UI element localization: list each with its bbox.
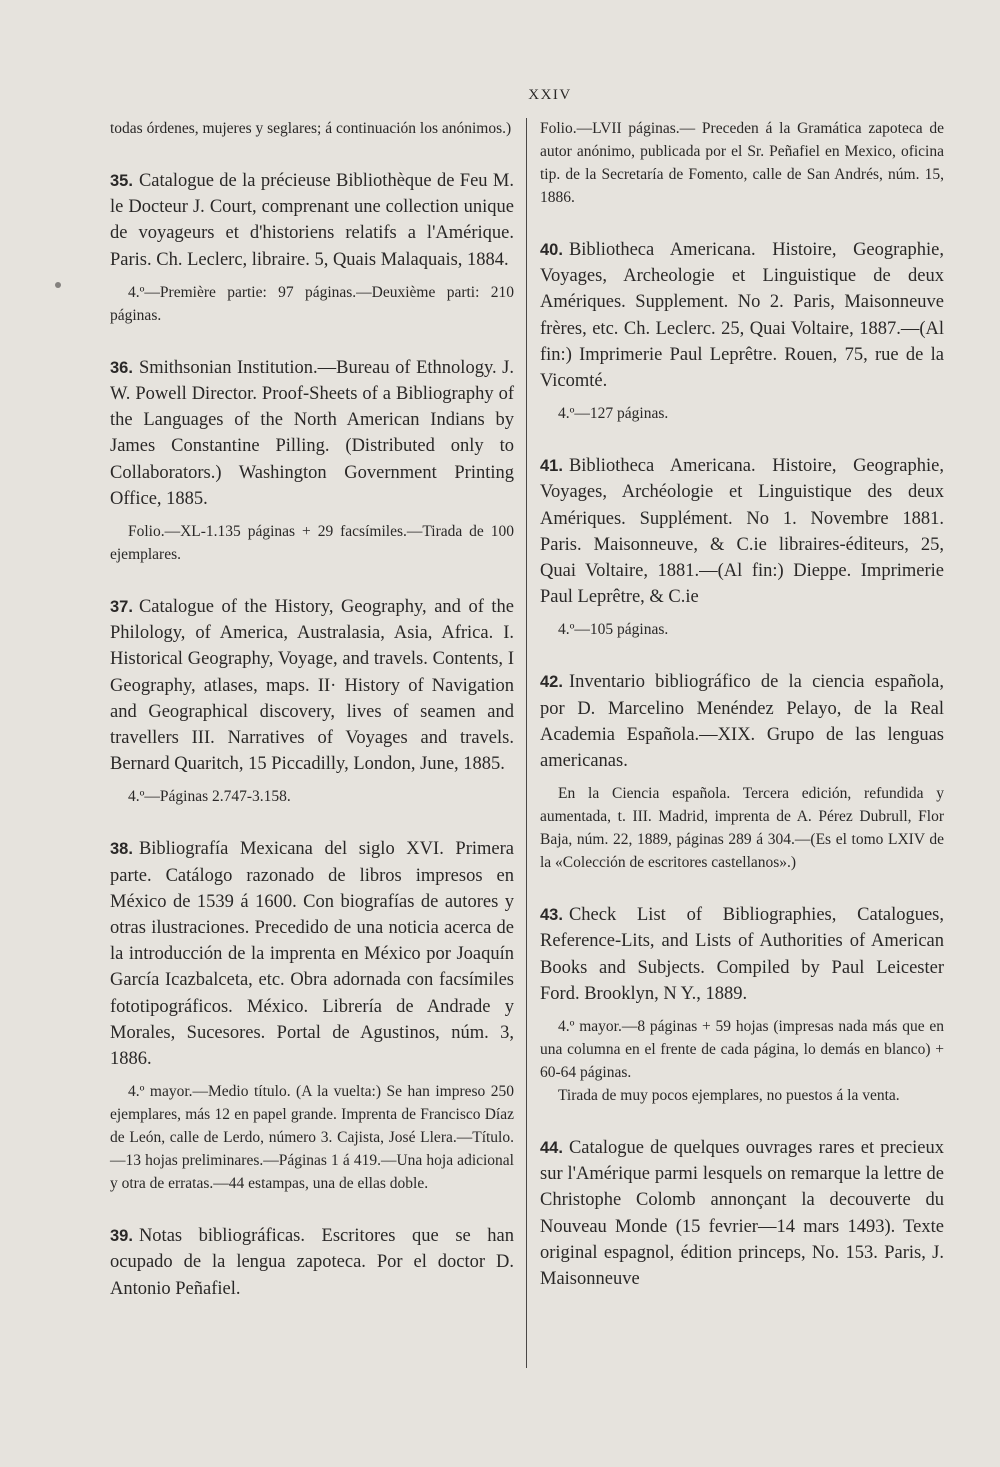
entry-number: 44. (540, 1139, 563, 1158)
entry-37 (110, 594, 514, 808)
entry-title-text: Check List of Bibliographies, Catalogues, Reference-Lits, and Lists of Authorities of American Books and Subjects. Compiled by Paul Leicester Ford. Brooklyn, N Y., 1889. (540, 905, 944, 1004)
entry-title (110, 836, 514, 1072)
entry-40 (540, 237, 944, 425)
scan-speck (55, 282, 61, 288)
entry-title-text: Inventario bibliográfico de la ciencia española, por D. Marcelino Menéndez Pelayo, de la Real Academia Española.—XIX. Grupo de las lenguas americanas. (540, 672, 944, 772)
entry-note: 4.º mayor.—Medio título. (A la vuelta:) Se han impreso 250 ejemplares, más 12 en papel grande. Imprenta de Francisco Díaz de León, calle de Lerdo, número 3. Cajista, José Llera.—Título.—13 hojas preliminares.—Páginas 1 á 419.—Una hoja adicional y otra de erratas.—44 estampas, una de ellas doble. (110, 1083, 514, 1193)
column-divider (526, 118, 527, 1368)
entry-note: 4.º—127 páginas. (558, 405, 669, 423)
entry-title (540, 669, 944, 774)
entry-number: 37. (110, 598, 133, 617)
entry-note: En la Ciencia española. Tercera edición, refundida y aumentada, t. III. Madrid, imprenta de A. Pérez Dubrull, Flor Baja, núm. 22, 1889, páginas 289 á 304.—(Es el tomo LXIV de la «Colección de escritores castellanos».) (540, 785, 944, 872)
entry-note: 4.º—Páginas 2.747-3.158. (128, 788, 291, 806)
entry-title (540, 237, 944, 394)
entry-number: 42. (540, 673, 563, 692)
entry-title (540, 453, 944, 610)
entry-title (110, 594, 514, 777)
entry-title-text: Notas bibliográficas. Escritores que se han ocupado de la lengua zapoteca. Por el doctor D. Antonio Peñafiel. (110, 1226, 514, 1299)
entry-note: Folio.—XL-1.135 páginas + 29 facsímiles.—Tirada de 100 ejemplares. (110, 523, 514, 564)
continuation-text: Folio.—LVII páginas.— Preceden á la Gramática zapoteca de autor anónimo, publicada por el Sr. Peñafiel en Mexico, oficina tip. de la Secretaría de Fomento, calle de San Andrés, núm. 15, 1886. (540, 120, 944, 206)
entry-number: 39. (110, 1227, 133, 1246)
entry-number: 36. (110, 358, 133, 377)
entry-title (110, 168, 514, 273)
entry-title-text: Smithsonian Institution.—Bureau of Ethnology. J. W. Powell Director. Proof-Sheets of a Bibliography of the Languages of the North American Indians by James Constantine Pilling. (Distributed only to Collaborators.) Washington Government Printing Office, 1885. (110, 357, 514, 509)
entry-43 (540, 902, 944, 1107)
entry-note: 4.º—105 páginas. (558, 621, 669, 639)
entry-41 (540, 453, 944, 641)
entry-44 (540, 1135, 944, 1292)
entry-title-text: Bibliotheca Americana. Histoire, Geographie, Voyages, Archéologie et Linguistique des deux Amériques. Supplément. No 1. Novembre 1881. Paris. Maisonneuve, & C.ie libraires-éditeurs, 25, Quai Voltaire, 1881.—(Al fin:) Dieppe. Imprimerie Paul Leprêtre, & C.ie (540, 456, 944, 608)
page-number: XXIV (528, 87, 572, 103)
entry-title-text: Bibliotheca Americana. Histoire, Geographie, Voyages, Archeologie et Linguistique de deux Amériques. Supplement. No 2. Paris, Maisonneuve frères, etc. Ch. Leclerc. 25, Quai Voltaire, 1887.—(Al fin:) Imprimerie Paul Leprêtre. Rouen, 75, rue de la Vicomté. (540, 240, 944, 392)
entry-note: 4.º—Première partie: 97 páginas.—Deuxième parti: 210 páginas. (110, 283, 514, 324)
entry-39 (110, 1223, 514, 1302)
entry-note: Tirada de muy pocos ejemplares, no puestos á la venta. (558, 1087, 900, 1105)
entry-35 (110, 168, 514, 327)
entry-number: 35. (110, 172, 133, 190)
entry-number: 40. (540, 241, 563, 259)
entry-title (540, 902, 944, 1007)
entry-38 (110, 836, 514, 1195)
entry-number: 41. (540, 457, 563, 476)
entry-title-text: Bibliografía Mexicana del siglo XVI. Primera parte. Catálogo razonado de libros impresos en México de 1539 á 1600. Con biografías de autores y otras ilustraciones. Precedido de una noticia acerca de la introducción de la imprenta en México por Joaquín García Icazbalceta, etc. Obra adornada con facsímiles fototipográficos. México. Librería de Andrade y Morales, Sucesores. Portal de Agustinos, núm. 3, 1886. (110, 839, 514, 1070)
entry-note: 4.º mayor.—8 páginas + 59 hojas (impresas nada más que en una columna en el frente de cada página, lo demás en blanco) + 60-64 páginas. (540, 1018, 944, 1082)
entry-42 (540, 669, 944, 874)
entry-number: 43. (540, 906, 563, 925)
entry-36 (110, 355, 514, 566)
entry-title (110, 355, 514, 512)
entry-number: 38. (110, 840, 133, 859)
entry-title (540, 1135, 944, 1292)
entry-title-text: Catalogue de quelques ouvrages rares et precieux sur l'Amérique parmi lesquels on remarque la lettre de Christophe Colomb annonçant la decouverte du Nouveau Monde (15 fevrier—14 mars 1493). Texte original espagnol, édition princeps, No. 153. Paris, J. Maisonneuve (540, 1138, 944, 1290)
entry-title-text: Catalogue of the History, Geography, and of the Philology, of America, Australasia, Asia, Africa. I. Historical Geography, Voyage, and travels. Contents, I Geography, atlases, maps. II· History of Navigation and Geographical discovery, lives of seamen and travellers III. Narratives of Voyages and travels. Bernard Quaritch, 15 Piccadilly, London, June, 1885. (110, 597, 514, 775)
entry-title (110, 1223, 514, 1302)
left-column (110, 117, 514, 1302)
right-column (540, 117, 944, 1292)
entry-title-text: Catalogue de la précieuse Bibliothèque de Feu M. le Docteur J. Court, comprenant une collection unique de voyageurs et d'historiens relatifs a l'Amérique. Paris. Ch. Leclerc, libraire. 5, Quais Malaquais, 1884. (110, 171, 514, 270)
continuation-text: todas órdenes, mujeres y seglares; á continuación los anónimos.) (110, 120, 512, 137)
